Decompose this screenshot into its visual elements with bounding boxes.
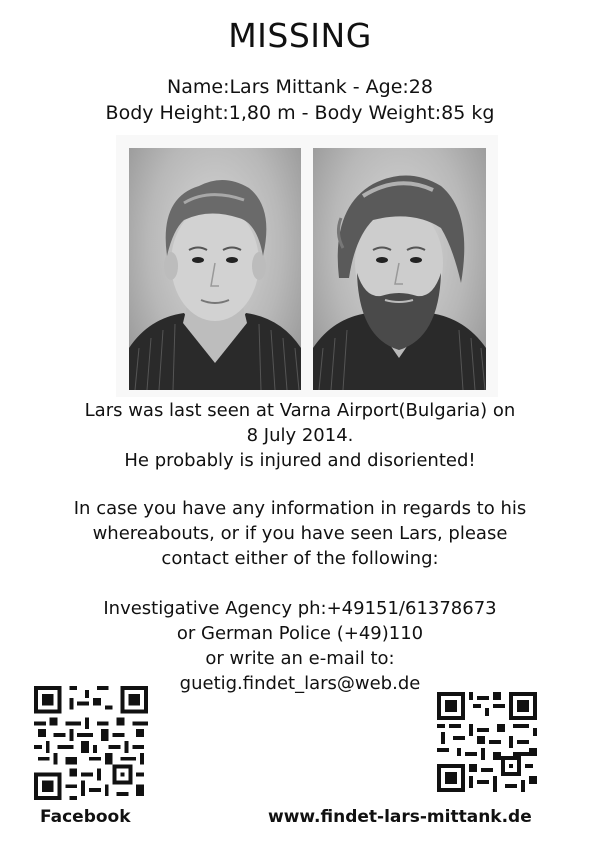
facebook-link[interactable]: Facebook [40, 807, 131, 827]
appeal-line-1: In case you have any information in regards to his [73, 498, 527, 519]
name-age-line: Name:Lars Mittank - Age:28 [167, 76, 433, 98]
contact-email-intro: or write an e-mail to: [205, 648, 395, 669]
qr-code-icon[interactable] [34, 686, 148, 800]
contact-police-phone: or German Police (+49)110 [176, 623, 424, 644]
portrait-photo-bearded-icon [313, 148, 486, 390]
last-seen-line-2: 8 July 2014. [246, 425, 354, 446]
last-seen-line-1: Lars was last seen at Varna Airport(Bulgaria) on [84, 400, 516, 421]
website-link[interactable]: www.findet-lars-mittank.de [268, 807, 532, 827]
appeal-line-3: contact either of the following: [161, 548, 439, 569]
poster-title: MISSING [228, 16, 372, 55]
qr-code-icon[interactable] [437, 692, 537, 792]
appeal-line-2: whereabouts, or if you have seen Lars, please [92, 523, 508, 544]
portrait-photo-icon [129, 148, 301, 390]
height-weight-line: Body Height:1,80 m - Body Weight:85 kg [105, 102, 495, 124]
contact-agency-phone: Investigative Agency ph:+49151/61378673 [103, 598, 497, 619]
last-seen-line-3: He probably is injured and disoriented! [124, 450, 476, 471]
contact-email-address[interactable]: guetig.findet_lars@web.de [179, 673, 421, 694]
